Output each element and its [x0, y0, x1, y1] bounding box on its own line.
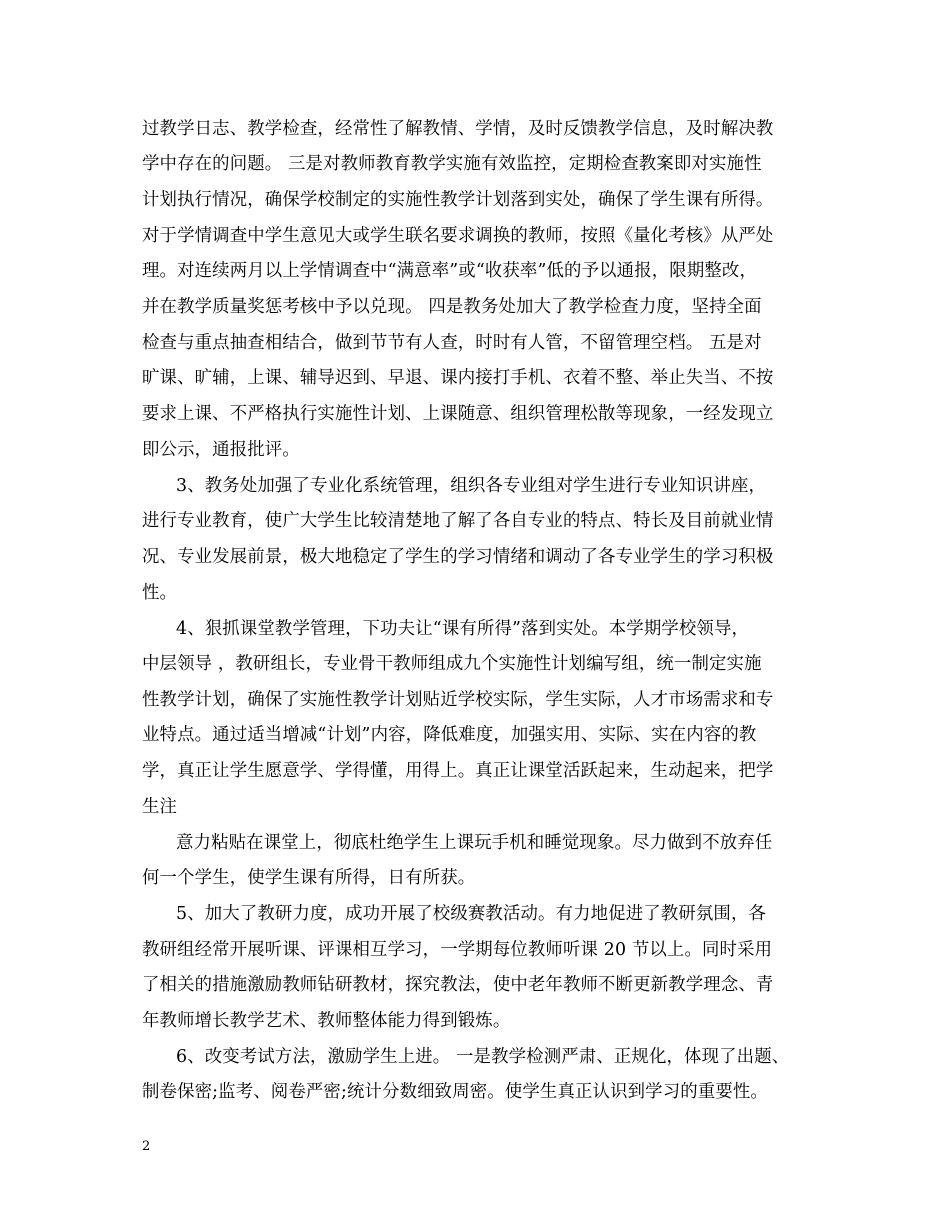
text-line: 性教学计划，确保了实施性教学计划贴近学校实际，学生实际，人才市场需求和专 [142, 690, 774, 710]
text-line: 业特点。通过适当增减“计划”内容，降低难度，加强实用、实际、实在内容的教 [142, 725, 757, 745]
text-line: 制卷保密;监考、阅卷严密;统计分数细致周密。使学生真正认识到学习的重要性。 [142, 1082, 768, 1102]
text-line: 进行专业教育，使广大学生比较清楚地了解了各自专业的特点、特长及目前就业情 [142, 511, 774, 531]
text-line: 计划执行情况，确保学校制定的实施性教学计划落到实处，确保了学生课有所得。 [142, 190, 774, 210]
text-line: 过教学日志、教学检查，经常性了解教情、学情，及时反馈教学信息，及时解决教 [142, 119, 774, 139]
text-line: 理。对连续两月以上学情调查中“满意率”或“收获率”低的予以通报，限期整改， [142, 261, 758, 281]
text-line: 教研组经常开展听课、评课相互学习，一学期每位教师听课 20 节以上。同时采用 [142, 940, 773, 960]
text-line: 对于学情调查中学生意见大或学生联名要求调换的教师，按照《量化考核》从严处 [142, 226, 774, 246]
text-line: 中层领导 ，教研组长，专业骨干教师组成九个实施性计划编写组，统一制定实施 [142, 654, 762, 674]
text-line: 学中存在的问题。 三是对教师教育教学实施有效监控，定期检查教案即对实施性 [142, 154, 762, 174]
text-line: 况、专业发展前景，极大地稳定了学生的学习情绪和调动了各专业学生的学习积极 [142, 547, 774, 567]
paragraph-start-line: 意力粘贴在课堂上，彻底杜绝学生上课玩手机和睡觉现象。尽力做到不放弃任 [176, 833, 773, 853]
paragraph-start-line: 3、教务处加强了专业化系统管理，组织各专业组对学生进行专业知识讲座， [176, 476, 767, 496]
paragraph-start-line: 5、加大了教研力度，成功开展了校级赛教活动。有力地促进了教研氛围，各 [176, 904, 767, 924]
paragraph-start-line: 6、改变考试方法，激励学生上进。 一是教学检测严肃、正规化，体现了出题、 [176, 1047, 790, 1067]
text-line: 旷课、旷辅，上课、辅导迟到、早退、课内接打手机、衣着不整、举止失当、不按 [142, 368, 774, 388]
text-line: 年教师增长教学艺术、教师整体能力得到锻炼。 [142, 1011, 511, 1031]
text-line: 生注 [142, 797, 178, 817]
text-line: 学，真正让学生愿意学、学得懂，用得上。真正让课堂活跃起来，生动起来，把学 [142, 761, 774, 781]
text-line: 了相关的措施激励教师钻研教材，探究教法，使中老年教师不断更新教学理念、青 [142, 975, 774, 995]
paragraph-start-line: 4、狠抓课堂教学管理，下功夫让“课有所得”落到实处。本学期学校领导， [176, 619, 750, 639]
text-line: 检查与重点抽查相结合，做到节节有人查，时时有人管，不留管理空档。 五是对 [142, 333, 762, 353]
text-line: 性。 [142, 583, 178, 603]
text-line: 要求上课、不严格执行实施性计划、上课随意、组织管理松散等现象，一经发现立 [142, 404, 774, 424]
text-line: 即公示，通报批评。 [142, 440, 300, 460]
page-number: 2 [142, 1139, 151, 1154]
text-line: 何一个学生，使学生课有所得，日有所获。 [142, 868, 476, 888]
text-line: 并在教学质量奖惩考核中予以兑现。 四是教务处加大了教学检查力度，坚持全面 [142, 297, 762, 317]
